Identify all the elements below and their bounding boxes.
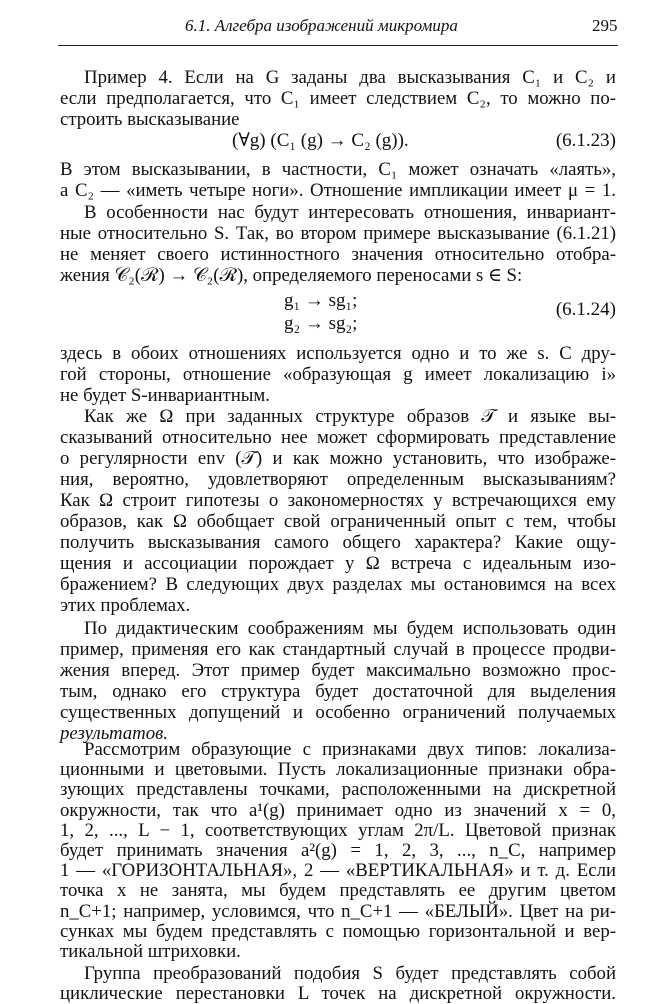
equation-number: (6.1.23) <box>555 130 616 151</box>
text-line: циклические перестановки L точек на дискретной окружности. <box>60 983 616 1004</box>
text-line: окружности, так что a¹(g) принимает одно из значений x = 0, <box>60 799 616 821</box>
text-line: Пример 4. Если на G заданы два высказывания C₁ и C₂ и <box>84 67 616 88</box>
text-line: существенных допущений и особенно ограничений получаемых <box>60 702 616 723</box>
text-line: не меняет своего истинностного значения относительно отобра- <box>60 244 616 265</box>
text-line: здесь в обоих отношениях используется одно и то же s. С дру- <box>60 343 616 364</box>
text-line: Рассмотрим образующие с признаками двух типов: локализа- <box>84 739 616 760</box>
text-line: По дидактическим соображениям мы будем использовать один <box>84 618 616 639</box>
text-line: В особенности нас будут интересовать отношения, инвариант- <box>84 202 616 223</box>
text-line: будет принимать значения a²(g) = 1, 2, 3, ..., n_C, например <box>60 840 616 861</box>
text-line: 1, 2, ..., L − 1, соответствующих углам 2π/L. Цветовой признак <box>60 819 616 841</box>
equation-number: (6.1.24) <box>555 299 616 320</box>
text-line: Как Ω строит гипотезы о закономерностях у встречающихся ему <box>60 490 616 511</box>
equation-6-1-24-line-1: g₁ → sg₁; <box>284 290 358 311</box>
text-line: гой стороны, отношение «образующая g имеет локализацию i» <box>60 364 616 385</box>
text-line: ния, вероятно, удовлетворяют определенным высказываниям? <box>60 469 616 490</box>
text-line: ные относительно S. Так, во втором примере высказывание (6.1.21) <box>60 223 616 244</box>
text-line: щения и ассоциации порождает у Ω встреча с идеальным изо- <box>60 553 616 574</box>
equation-6-1-23: (∀g) (C₁ (g) → C₂ (g)). <box>232 130 409 151</box>
text-line: получить высказывания самого общего характера? Какие ощу- <box>60 532 616 553</box>
text-line: не будет S-инвариантным. <box>60 385 270 406</box>
text-line: ционными и цветовыми. Пусть локализационные признаки обра- <box>60 759 616 781</box>
header-rule <box>58 45 618 46</box>
running-header-title: 6.1. Алгебра изображений микромира <box>185 16 458 35</box>
text-line: о регулярности env (𝒯) и как можно установить, что изображе- <box>60 448 616 469</box>
text-line: жения 𝒞₂(ℛ) → 𝒞₂(ℛ), определяемого переносами s ∈ S: <box>60 265 523 286</box>
text-line: жения вперед. Этот пример будет максимально возможно прос- <box>60 660 616 681</box>
equation-6-1-24-line-2: g₂ → sg₂; <box>284 313 358 334</box>
text-line: если предполагается, что C₁ имеет следствием C₂, то можно по- <box>60 88 616 109</box>
text-line: тым, однако его структура будет достаточной для выделения <box>60 681 616 702</box>
text-line: бражением? В следующих двух разделах мы остановимся на всех <box>60 574 616 595</box>
text-line: строить высказывание <box>60 109 240 130</box>
text-line: Группа преобразований подобия S будет представлять собой <box>84 963 616 985</box>
text-line: n_C+1; например, условимся, что n_C+1 — «БЕЛЫЙ». Цвет на ри- <box>60 900 616 922</box>
text-line: 1 — «ГОРИЗОНТАЛЬНАЯ», 2 — «ВЕРТИКАЛЬНАЯ» и т. д. Если <box>60 860 616 882</box>
text-line: результатов. <box>60 723 168 744</box>
page-number: 295 <box>592 16 618 35</box>
text-line: этих проблемах. <box>60 595 191 616</box>
text-line: пример, применяя его как стандартный случай в процессе продви- <box>60 639 616 660</box>
text-line: а C₂ — «иметь четыре ноги». Отношение импликации имеет μ = 1. <box>60 180 616 201</box>
text-line: тикальной штриховки. <box>60 941 241 962</box>
text-line: В этом высказывании, в частности, C₁ может означать «лаять», <box>60 159 616 180</box>
text-line: сказываний относительно нее может сформировать представление <box>60 427 616 448</box>
text-line: образов, как Ω обобщает свой ограниченный опыт с тем, чтобы <box>60 511 616 532</box>
text-line: сунках мы будем представлять с помощью горизонтальной и вер- <box>60 920 616 942</box>
text-line: Как же Ω при заданных структуре образов 𝒯 и языке вы- <box>84 406 616 427</box>
text-line: точка x не занята, мы будем представлять ее другим цветом <box>60 880 616 902</box>
text-line: зующих представлены точками, расположенными на дискретной <box>60 779 616 801</box>
